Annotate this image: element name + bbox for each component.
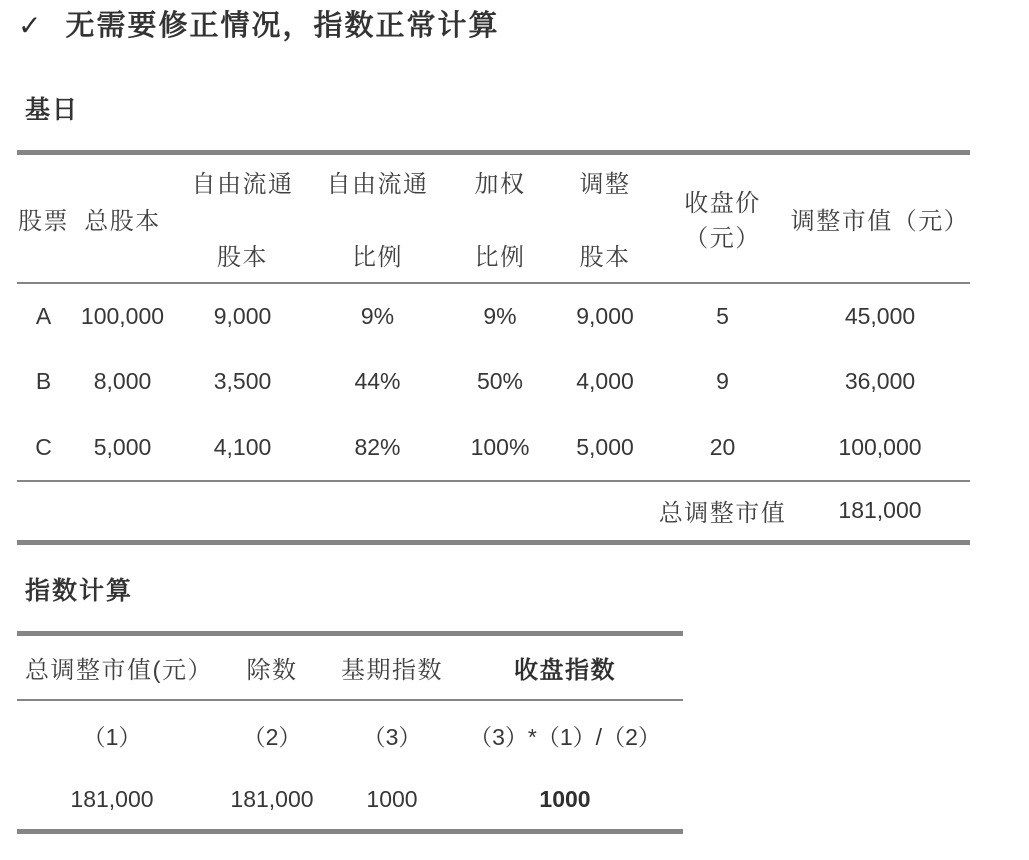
header-adjusted-shares-line1: 调整 [579,171,631,199]
page-title-text: 无需要修正情况，指数正常计算 [65,10,500,42]
total-value: 181,000 [838,497,922,524]
table-cell: 1000 [366,785,418,812]
table-cell: （1） [82,723,142,750]
table-cell: 36,000 [844,368,916,394]
table-cell: 9% [360,302,395,329]
header-free-float-shares-line1: 自由流通 [191,171,294,199]
table-cell: 8,000 [93,368,152,394]
table-cell: 9,000 [213,302,272,329]
table-cell: 9% [483,302,517,329]
total-label: 总调整市值 [658,500,787,528]
header-total-adjusted-mcap: 总调整市值(元） [25,656,213,684]
value-row [17,770,683,832]
table-cell: 100,000 [838,433,922,460]
header-free-float-ratio-line2: 比例 [352,244,403,272]
header-close-index: 收盘指数 [514,656,616,684]
table-cell: 100% [470,433,530,460]
table-cell: 5 [716,302,729,329]
table-cell: 82% [354,433,401,460]
table-cell: C [35,433,52,460]
table-cell: 3,500 [213,368,272,394]
formula-row [17,700,683,770]
table-cell: （3）*（1）/（2） [469,723,661,750]
table-row-stock-b [17,349,970,415]
table-cell: 5,000 [576,433,634,460]
header-adjusted-mcap: 调整市值（元） [790,207,970,235]
table-cell: （2） [242,723,302,750]
table-cell: 45,000 [844,302,916,329]
table-cell: 4,100 [213,433,272,460]
table-cell: 181,000 [70,785,154,812]
header-free-float-ratio [310,153,445,283]
table-row-stock-a [17,283,970,349]
header-close-price: 收盘价（元） [684,190,761,253]
header-free-float-ratio-line1: 自由流通 [326,171,429,199]
table-row-stock-c [17,415,970,481]
table-cell-close-index-value: 1000 [539,785,591,812]
table-cell: B [35,368,52,394]
header-weight-ratio [445,153,555,283]
table-cell: 50% [476,368,524,394]
table-cell: 100,000 [80,302,165,329]
table-cell: （3） [362,723,422,750]
header-free-float-shares-line2: 股本 [217,244,268,272]
table-cell: 181,000 [230,785,314,812]
total-row [17,481,970,543]
header-free-float-shares [175,153,310,283]
page-title [18,6,1029,48]
header-stock: 股票 [18,207,69,235]
header-adjusted-shares-line2: 股本 [579,244,631,272]
header-weight-ratio-line1: 加权 [474,171,526,199]
base-day-table [17,150,970,545]
header-total-shares: 总股本 [84,207,161,235]
index-calc-table [17,631,683,834]
header-row [17,153,970,283]
table-cell: 9,000 [576,302,634,329]
table-cell: 5,000 [93,433,152,460]
section-heading-index-calc: 指数计算 [25,577,134,605]
table-cell: 20 [709,433,736,460]
section-heading-base-day: 基日 [25,96,80,124]
document-page [0,6,1029,860]
checkmark-icon: ✓ [18,10,42,41]
table-cell: A [35,302,52,329]
table-cell: 4,000 [576,368,634,394]
header-adjusted-shares [555,153,655,283]
table-cell: 44% [354,368,401,394]
header-row [17,634,683,700]
header-weight-ratio-line2: 比例 [474,244,526,272]
table-cell: 9 [716,368,729,394]
header-base-index: 基期指数 [341,656,443,684]
header-divisor: 除数 [246,656,298,684]
